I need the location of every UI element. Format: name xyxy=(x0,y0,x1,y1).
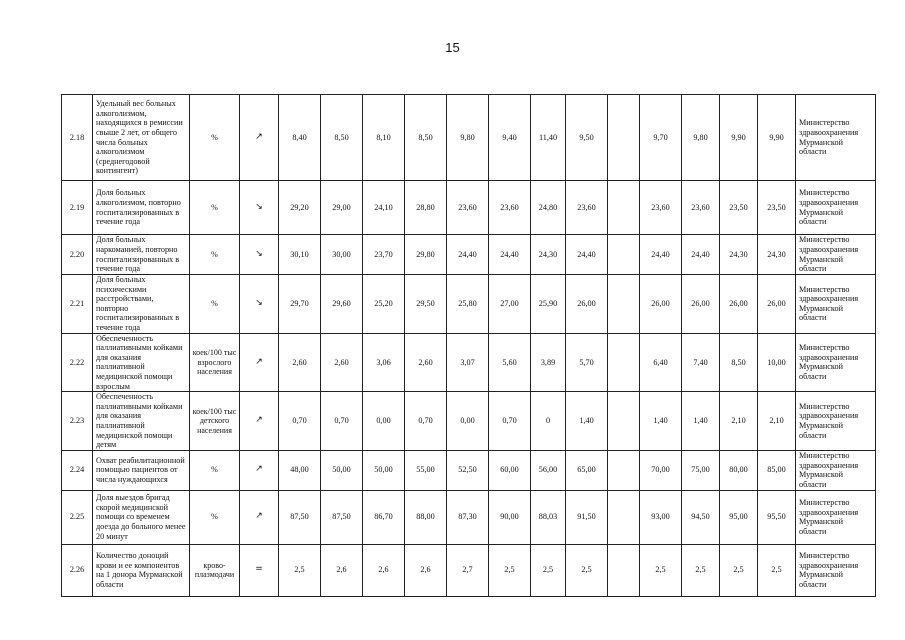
value-cell: 9,50 xyxy=(566,95,608,181)
value-cell: 29,00 xyxy=(321,181,363,235)
trend-arrow-icon: ↗ xyxy=(240,450,279,490)
value-cell: 1,40 xyxy=(566,392,608,451)
row-number: 2.22 xyxy=(62,333,93,392)
value-cell: 87,30 xyxy=(447,490,489,544)
trend-arrow-icon: ↗ xyxy=(240,333,279,392)
value-cell: 60,00 xyxy=(489,450,531,490)
value-cell xyxy=(608,235,640,275)
value-cell xyxy=(608,333,640,392)
value-cell: 26,00 xyxy=(758,275,796,334)
value-cell: 2,5 xyxy=(682,544,720,596)
value-cell: 87,50 xyxy=(321,490,363,544)
value-cell: 2,5 xyxy=(758,544,796,596)
trend-arrow-icon: ↘ xyxy=(240,235,279,275)
table-row xyxy=(62,235,876,275)
unit-cell: коек/100 тыс взрослого населения xyxy=(190,333,240,392)
value-cell: 95,00 xyxy=(720,490,758,544)
value-cell: 2,60 xyxy=(279,333,321,392)
value-cell: 50,00 xyxy=(363,450,405,490)
value-cell: 24,30 xyxy=(758,235,796,275)
value-cell: 52,50 xyxy=(447,450,489,490)
table-row xyxy=(62,275,876,334)
value-cell: 24,30 xyxy=(531,235,566,275)
value-cell xyxy=(608,450,640,490)
value-cell: 9,90 xyxy=(758,95,796,181)
value-cell: 23,60 xyxy=(489,181,531,235)
value-cell: 2,5 xyxy=(279,544,321,596)
table-row xyxy=(62,333,876,392)
value-cell: 23,50 xyxy=(758,181,796,235)
table-row xyxy=(62,95,876,181)
unit-cell: % xyxy=(190,235,240,275)
value-cell: 80,00 xyxy=(720,450,758,490)
value-cell: 30,00 xyxy=(321,235,363,275)
value-cell: 8,10 xyxy=(363,95,405,181)
value-cell: 7,40 xyxy=(682,333,720,392)
value-cell: 2,5 xyxy=(720,544,758,596)
value-cell: 0,00 xyxy=(363,392,405,451)
value-cell: 23,60 xyxy=(682,181,720,235)
value-cell: 0 xyxy=(531,392,566,451)
value-cell: 23,60 xyxy=(640,181,682,235)
value-cell: 2,5 xyxy=(489,544,531,596)
value-cell: 0,70 xyxy=(405,392,447,451)
value-cell: 94,50 xyxy=(682,490,720,544)
row-number: 2.18 xyxy=(62,95,93,181)
value-cell xyxy=(608,392,640,451)
value-cell: 26,00 xyxy=(682,275,720,334)
value-cell: 24,10 xyxy=(363,181,405,235)
value-cell: 0,70 xyxy=(321,392,363,451)
value-cell: 88,00 xyxy=(405,490,447,544)
value-cell: 9,70 xyxy=(640,95,682,181)
value-cell: 26,00 xyxy=(566,275,608,334)
value-cell: 24,40 xyxy=(447,235,489,275)
value-cell: 87,50 xyxy=(279,490,321,544)
value-cell: 9,80 xyxy=(447,95,489,181)
responsible-cell: Министерство здравоохранения Мурманской области xyxy=(796,275,876,334)
value-cell: 95,50 xyxy=(758,490,796,544)
trend-arrow-icon: ↘ xyxy=(240,181,279,235)
value-cell: 8,50 xyxy=(321,95,363,181)
value-cell xyxy=(608,544,640,596)
value-cell: 0,70 xyxy=(279,392,321,451)
value-cell: 50,00 xyxy=(321,450,363,490)
value-cell: 8,40 xyxy=(279,95,321,181)
value-cell: 55,00 xyxy=(405,450,447,490)
value-cell: 25,90 xyxy=(531,275,566,334)
value-cell: 65,00 xyxy=(566,450,608,490)
responsible-cell: Министерство здравоохранения Мурманской области xyxy=(796,333,876,392)
value-cell: 75,00 xyxy=(682,450,720,490)
value-cell: 0,70 xyxy=(489,392,531,451)
value-cell: 86,70 xyxy=(363,490,405,544)
responsible-cell: Министерство здравоохранения Мурманской области xyxy=(796,181,876,235)
value-cell: 2,5 xyxy=(566,544,608,596)
trend-arrow-icon: ↘ xyxy=(240,275,279,334)
value-cell: 5,60 xyxy=(489,333,531,392)
value-cell: 2,10 xyxy=(720,392,758,451)
value-cell: 1,40 xyxy=(640,392,682,451)
value-cell: 29,60 xyxy=(321,275,363,334)
responsible-cell: Министерство здравоохранения Мурманской области xyxy=(796,392,876,451)
value-cell: 25,20 xyxy=(363,275,405,334)
value-cell: 9,80 xyxy=(682,95,720,181)
value-cell: 3,07 xyxy=(447,333,489,392)
value-cell xyxy=(608,95,640,181)
value-cell: 2,60 xyxy=(405,333,447,392)
value-cell: 10,00 xyxy=(758,333,796,392)
table-row xyxy=(62,490,876,544)
indicator-name: Доля выездов бригад скорой медицинской помощи со временем доезда до больного менее 20 минут xyxy=(93,490,190,544)
value-cell: 29,80 xyxy=(405,235,447,275)
value-cell: 88,03 xyxy=(531,490,566,544)
value-cell xyxy=(608,490,640,544)
unit-cell: % xyxy=(190,181,240,235)
unit-cell: % xyxy=(190,490,240,544)
unit-cell: % xyxy=(190,450,240,490)
value-cell: 24,40 xyxy=(640,235,682,275)
value-cell: 29,20 xyxy=(279,181,321,235)
row-number: 2.21 xyxy=(62,275,93,334)
value-cell: 2,6 xyxy=(405,544,447,596)
value-cell: 90,00 xyxy=(489,490,531,544)
value-cell: 29,70 xyxy=(279,275,321,334)
value-cell: 70,00 xyxy=(640,450,682,490)
indicator-name: Доля больных алкоголизмом, повторно госпитализированных в течение года xyxy=(93,181,190,235)
value-cell: 29,50 xyxy=(405,275,447,334)
value-cell: 24,40 xyxy=(566,235,608,275)
responsible-cell: Министерство здравоохранения Мурманской области xyxy=(796,490,876,544)
indicator-name: Обеспеченность паллиативными койками для оказания паллиативной медицинской помощи детям xyxy=(93,392,190,451)
value-cell: 9,90 xyxy=(720,95,758,181)
value-cell: 24,30 xyxy=(720,235,758,275)
value-cell: 48,00 xyxy=(279,450,321,490)
value-cell: 2,5 xyxy=(640,544,682,596)
row-number: 2.24 xyxy=(62,450,93,490)
value-cell: 2,10 xyxy=(758,392,796,451)
value-cell: 2,6 xyxy=(363,544,405,596)
value-cell: 2,6 xyxy=(321,544,363,596)
value-cell xyxy=(608,275,640,334)
value-cell xyxy=(608,181,640,235)
unit-cell: % xyxy=(190,95,240,181)
value-cell: 9,40 xyxy=(489,95,531,181)
table-row xyxy=(62,181,876,235)
trend-arrow-icon: ↗ xyxy=(240,392,279,451)
value-cell: 2,60 xyxy=(321,333,363,392)
value-cell: 8,50 xyxy=(720,333,758,392)
value-cell: 24,40 xyxy=(682,235,720,275)
indicator-name: Удельный вес больных алкоголизмом, находящихся в ремиссии свыше 2 лет, от общего числа больных алкоголизмом (среднегодовой контингент) xyxy=(93,95,190,181)
row-number: 2.23 xyxy=(62,392,93,451)
value-cell: 8,50 xyxy=(405,95,447,181)
unit-cell: крово-плазмодачи xyxy=(190,544,240,596)
table-body xyxy=(62,95,876,597)
value-cell: 24,40 xyxy=(489,235,531,275)
page-number: 15 xyxy=(445,40,460,55)
value-cell: 1,40 xyxy=(682,392,720,451)
row-number: 2.25 xyxy=(62,490,93,544)
value-cell: 25,80 xyxy=(447,275,489,334)
value-cell: 93,00 xyxy=(640,490,682,544)
unit-cell: % xyxy=(190,275,240,334)
value-cell: 85,00 xyxy=(758,450,796,490)
indicator-name: Обеспеченность паллиативными койками для оказания паллиативной медицинской помощи взрослым xyxy=(93,333,190,392)
value-cell: 11,40 xyxy=(531,95,566,181)
value-cell: 23,60 xyxy=(566,181,608,235)
value-cell: 3,89 xyxy=(531,333,566,392)
indicator-name: Доля больных наркоманией, повторно госпитализированных в течение года xyxy=(93,235,190,275)
value-cell: 2,5 xyxy=(531,544,566,596)
responsible-cell: Министерство здравоохранения Мурманской области xyxy=(796,95,876,181)
responsible-cell: Министерство здравоохранения Мурманской области xyxy=(796,450,876,490)
trend-arrow-icon: ↗ xyxy=(240,490,279,544)
value-cell: 23,60 xyxy=(447,181,489,235)
value-cell: 0,00 xyxy=(447,392,489,451)
table-row xyxy=(62,392,876,451)
value-cell: 26,00 xyxy=(720,275,758,334)
value-cell: 27,00 xyxy=(489,275,531,334)
row-number: 2.19 xyxy=(62,181,93,235)
value-cell: 91,50 xyxy=(566,490,608,544)
unit-cell: коек/100 тыс детского населения xyxy=(190,392,240,451)
value-cell: 56,00 xyxy=(531,450,566,490)
value-cell: 5,70 xyxy=(566,333,608,392)
row-number: 2.26 xyxy=(62,544,93,596)
indicator-name: Охват реабилитационной помощью пациентов от числа нуждающихся xyxy=(93,450,190,490)
table-row xyxy=(62,544,876,596)
indicator-name: Доля больных психическими расстройствами, повторно госпитализированных в течение года xyxy=(93,275,190,334)
value-cell: 26,00 xyxy=(640,275,682,334)
value-cell: 30,10 xyxy=(279,235,321,275)
trend-arrow-icon: = xyxy=(240,544,279,596)
value-cell: 24,80 xyxy=(531,181,566,235)
value-cell: 23,70 xyxy=(363,235,405,275)
value-cell: 6,40 xyxy=(640,333,682,392)
table-row xyxy=(62,450,876,490)
value-cell: 23,50 xyxy=(720,181,758,235)
row-number: 2.20 xyxy=(62,235,93,275)
trend-arrow-icon: ↗ xyxy=(240,95,279,181)
indicator-name: Количество доноций крови и ее компонентов на 1 донора Мурманской области xyxy=(93,544,190,596)
value-cell: 2,7 xyxy=(447,544,489,596)
value-cell: 28,80 xyxy=(405,181,447,235)
responsible-cell: Министерство здравоохранения Мурманской области xyxy=(796,235,876,275)
indicators-table xyxy=(61,94,876,597)
responsible-cell: Министерство здравоохранения Мурманской области xyxy=(796,544,876,596)
value-cell: 3,06 xyxy=(363,333,405,392)
